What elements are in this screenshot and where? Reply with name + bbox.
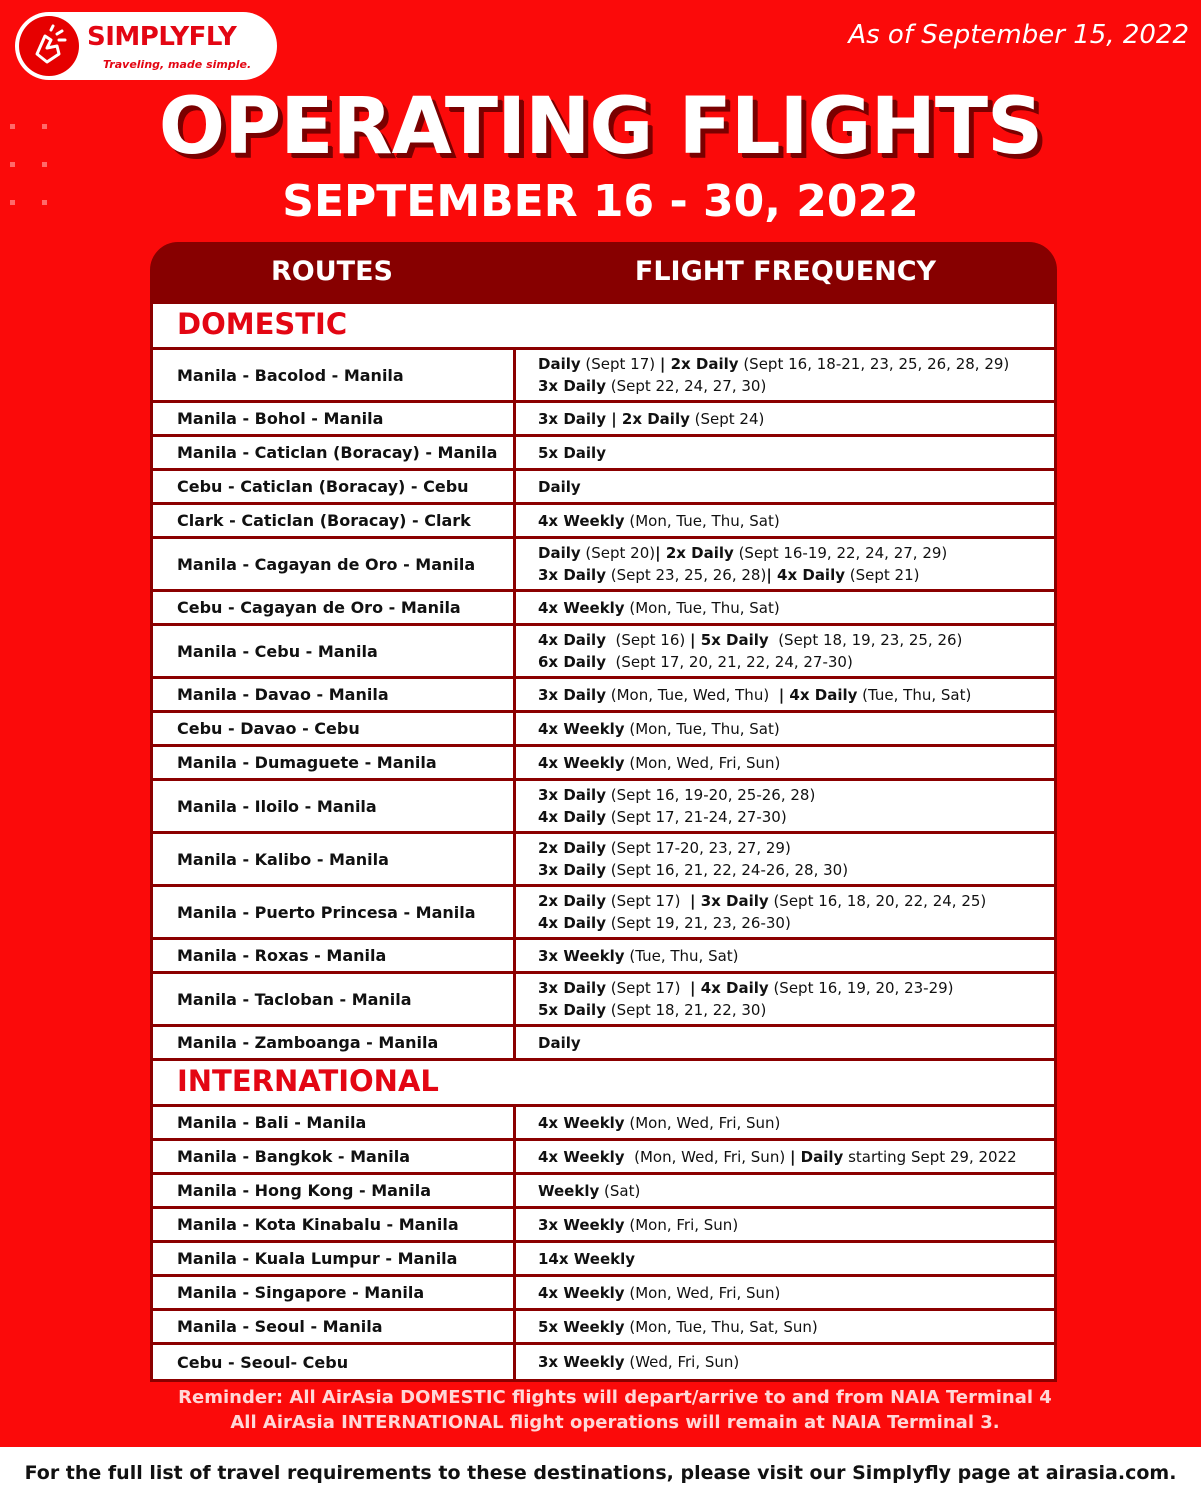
table-row [153,940,1054,974]
frequency-dates: (Sept 17, 21-24, 27-30) [605,808,787,826]
route-cell: Manila - Bohol - Manila [153,403,516,434]
table-row [153,626,1054,679]
frequency-column-header: FLIGHT FREQUENCY [634,256,937,287]
international-label: INTERNATIONAL [177,1064,439,1098]
frequency-count: Daily [538,1033,581,1052]
brand-name: SIMPLYFLY [87,22,237,52]
frequency-cell [516,834,1054,884]
frequency-count: 3x Daily [538,861,606,879]
domestic-label: DOMESTIC [177,307,348,341]
route-cell: Manila - Seoul - Manila [153,1311,516,1342]
frequency-line [538,784,1054,806]
table-row [153,1345,1054,1379]
route-cell: Cebu - Cagayan de Oro - Manila [153,592,516,623]
route-cell: Manila - Bacolod - Manila [153,350,516,400]
frequency-count: | 4x Daily [778,685,858,704]
table-header [150,242,1057,304]
frequency-line [538,375,1054,397]
table-row [153,1243,1054,1277]
frequency-cell [516,781,1054,831]
route-cell: Manila - Kuala Lumpur - Manila [153,1243,516,1274]
frequency-count: 6x Daily [538,653,606,671]
frequency-line [538,806,1054,828]
frequency-dates: (Tue, Thu, Sat) [857,685,972,704]
route-cell: Manila - Cagayan de Oro - Manila [153,539,516,589]
frequency-count: 4x Weekly [538,719,625,738]
route-cell: Cebu - Davao - Cebu [153,713,516,744]
frequency-line [538,859,1054,881]
frequency-line [538,1351,1054,1373]
frequency-count: 3x Daily [538,377,606,395]
frequency-dates: (Sat) [599,1181,641,1200]
frequency-count: | 4x Daily [690,979,769,997]
frequency-cell [516,887,1054,937]
frequency-cell [516,713,1054,744]
frequency-dates: (Sept 18, 21, 22, 30) [605,1001,767,1019]
route-cell: Manila - Bali - Manila [153,1107,516,1138]
frequency-line [538,597,1054,619]
table-row [153,781,1054,834]
frequency-line [538,1146,1054,1168]
route-cell: Manila - Singapore - Manila [153,1277,516,1308]
frequency-dates: (Mon, Tue, Thu, Sat) [624,719,780,738]
frequency-dates: (Sept 16, 19-20, 25-26, 28) [605,786,816,804]
frequency-cell [516,1175,1054,1206]
frequency-cell [516,1141,1054,1172]
frequency-count: 4x Weekly [538,1283,625,1302]
frequency-cell [516,505,1054,536]
domestic-rows [153,350,1054,1061]
frequency-count: 3x Daily [538,786,606,804]
frequency-cell [516,403,1054,434]
frequency-count: | 2x Daily [659,355,739,373]
frequency-line [538,718,1054,740]
table-row [153,350,1054,403]
frequency-cell [516,974,1054,1024]
frequency-dates: (Sept 17, 20, 21, 22, 24, 27-30) [605,653,853,671]
route-cell: Manila - Cebu - Manila [153,626,516,676]
route-cell: Manila - Caticlan (Boracay) - Manila [153,437,516,468]
frequency-dates: (Sept 19, 21, 23, 26-30) [605,914,791,932]
frequency-count: 3x Daily [538,979,606,997]
flights-table [150,242,1057,1382]
route-cell: Manila - Puerto Princesa - Manila [153,887,516,937]
brand-tagline: Traveling, made simple. [103,58,252,71]
page-title: OPERATING FLIGHTS [158,82,1043,172]
routes-column-header: ROUTES [271,256,393,287]
frequency-count: 3x Daily [538,685,606,704]
frequency-dates: (Mon, Tue, Thu, Sat, Sun) [624,1317,818,1336]
frequency-line [538,1112,1054,1134]
table-row [153,887,1054,940]
frequency-line [538,476,1054,498]
frequency-dates: (Sept 24) [689,409,765,428]
route-cell: Cebu - Caticlan (Boracay) - Cebu [153,471,516,502]
table-row [153,974,1054,1027]
frequency-line [538,684,1054,706]
frequency-dates: starting Sept 29, 2022 [843,1147,1017,1166]
frequency-count: Daily [538,477,581,496]
frequency-cell [516,1277,1054,1308]
frequency-line [538,353,1054,375]
hand-snap-icon [19,16,79,76]
frequency-line [538,1180,1054,1202]
frequency-cell [516,940,1054,971]
table-row [153,834,1054,887]
frequency-count: 4x Weekly [538,1113,625,1132]
table-row [153,592,1054,626]
reminder-note [0,1385,1201,1435]
route-cell: Manila - Iloilo - Manila [153,781,516,831]
table-row [153,505,1054,539]
frequency-count: 4x Weekly [538,598,625,617]
frequency-dates: (Sept 17-20, 23, 27, 29) [605,839,791,857]
table-row [153,1107,1054,1141]
frequency-cell [516,626,1054,676]
as-of-date: As of September 15, 2022 [848,20,1189,50]
table-row [153,539,1054,592]
frequency-dates: (Sept 23, 25, 26, 28) [605,566,767,584]
frequency-line [538,912,1054,934]
frequency-count: | 4x Daily [766,566,845,584]
frequency-dates: (Sept 16-19, 22, 24, 27, 29) [733,544,948,562]
frequency-count: 4x Weekly [538,511,625,530]
frequency-line [538,977,1054,999]
frequency-cell [516,747,1054,778]
frequency-count: 4x Daily [538,914,606,932]
frequency-count: 14x Weekly [538,1249,636,1268]
frequency-dates: (Sept 17) [580,355,660,373]
frequency-dates: (Tue, Thu, Sat) [624,946,739,965]
frequency-count: | 2x Daily [655,544,734,562]
frequency-line [538,651,1054,673]
frequency-count: 3x Weekly [538,946,625,965]
table-row [153,437,1054,471]
frequency-line [538,1214,1054,1236]
frequency-dates: (Sept 16, 18-21, 23, 25, 26, 28, 29) [738,355,1010,373]
frequency-count: 5x Daily [538,1001,606,1019]
frequency-line [538,752,1054,774]
table-row [153,471,1054,505]
frequency-dates: (Sept 16, 18, 20, 22, 24, 25) [768,892,987,910]
frequency-cell [516,1027,1054,1058]
frequency-dates: (Mon, Tue, Thu, Sat) [624,598,780,617]
frequency-count: Daily [538,544,581,562]
frequency-dates: (Mon, Wed, Fri, Sun) [624,753,781,772]
table-row [153,679,1054,713]
frequency-dates: (Sept 22, 24, 27, 30) [605,377,767,395]
frequency-line [538,510,1054,532]
frequency-dates: (Sept 16, 21, 22, 24-26, 28, 30) [605,861,849,879]
table-row [153,1141,1054,1175]
frequency-cell [516,1311,1054,1342]
route-cell: Manila - Zamboanga - Manila [153,1027,516,1058]
frequency-dates: (Sept 20) [580,544,656,562]
frequency-line [538,945,1054,967]
simplyfly-logo[interactable] [15,12,277,80]
frequency-dates: (Mon, Fri, Sun) [624,1215,739,1234]
frequency-count: 4x Weekly [538,753,625,772]
frequency-dates: (Sept 18, 19, 23, 25, 26) [768,631,963,649]
frequency-dates: (Wed, Fri, Sun) [624,1353,740,1371]
route-cell: Clark - Caticlan (Boracay) - Clark [153,505,516,536]
frequency-line [538,564,1054,586]
table-row [153,403,1054,437]
table-row [153,1027,1054,1061]
frequency-line [538,629,1054,651]
frequency-count: | Daily [789,1147,844,1166]
domestic-section-header [153,304,1054,350]
frequency-dates: (Mon, Wed, Fri, Sun) [624,1283,781,1302]
page-subtitle: SEPTEMBER 16 - 30, 2022 [282,176,919,227]
table-row [153,713,1054,747]
frequency-line [538,1032,1054,1054]
frequency-dates: (Mon, Wed, Fri, Sun) [624,1113,781,1132]
frequency-count: 4x Weekly [538,1147,625,1166]
frequency-cell [516,539,1054,589]
frequency-line [538,542,1054,564]
frequency-line [538,999,1054,1021]
frequency-line [538,1282,1054,1304]
frequency-count: 3x Weekly [538,1353,625,1371]
frequency-count: 2x Daily [538,839,606,857]
frequency-dates: (Mon, Tue, Thu, Sat) [624,511,780,530]
frequency-count: Weekly [538,1181,600,1200]
frequency-cell [516,679,1054,710]
route-cell: Manila - Kalibo - Manila [153,834,516,884]
frequency-line [538,837,1054,859]
table-body [150,304,1057,1382]
frequency-line [538,408,1054,430]
frequency-count: | 5x Daily [690,631,769,649]
frequency-dates: (Sept 16, 19, 20, 23-29) [768,979,954,997]
table-row [153,1311,1054,1345]
frequency-line [538,1316,1054,1338]
reminder-line-domestic: Reminder: All AirAsia DOMESTIC flights will depart/arrive to and from NAIA Terminal 4 [178,1387,1052,1408]
frequency-line [538,442,1054,464]
frequency-count: | 3x Daily [690,892,769,910]
route-cell: Manila - Hong Kong - Manila [153,1175,516,1206]
route-cell: Manila - Bangkok - Manila [153,1141,516,1172]
frequency-dates: (Mon, Tue, Wed, Thu) [605,685,779,704]
frequency-dates: (Sept 17) [605,979,690,997]
table-row [153,1209,1054,1243]
frequency-count: 5x Weekly [538,1317,625,1336]
frequency-count: 3x Daily | 2x Daily [538,409,690,428]
frequency-cell [516,350,1054,400]
route-cell: Manila - Kota Kinabalu - Manila [153,1209,516,1240]
route-cell: Manila - Dumaguete - Manila [153,747,516,778]
route-cell: Cebu - Seoul- Cebu [153,1345,516,1379]
route-cell: Manila - Tacloban - Manila [153,974,516,1024]
frequency-cell [516,437,1054,468]
frequency-cell [516,471,1054,502]
frequency-line [538,1248,1054,1270]
route-cell: Manila - Roxas - Manila [153,940,516,971]
frequency-dates: (Mon, Wed, Fri, Sun) [624,1147,790,1166]
table-row [153,1277,1054,1311]
frequency-count: 3x Weekly [538,1215,625,1234]
frequency-cell [516,1243,1054,1274]
international-section-header [153,1061,1054,1107]
footer-note: For the full list of travel requirements to these destinations, please visit our Simplyfly page at airasia.com. [0,1447,1201,1500]
frequency-count: Daily [538,355,581,373]
frequency-count: 4x Daily [538,808,606,826]
table-row [153,747,1054,781]
frequency-cell [516,1209,1054,1240]
frequency-dates: (Sept 17) [605,892,690,910]
frequency-line [538,890,1054,912]
frequency-count: 2x Daily [538,892,606,910]
frequency-count: 3x Daily [538,566,606,584]
frequency-cell [516,1345,1054,1379]
frequency-count: 4x Daily [538,631,606,649]
frequency-dates: (Sept 16) [605,631,690,649]
route-cell: Manila - Davao - Manila [153,679,516,710]
reminder-line-international: All AirAsia INTERNATIONAL flight operations will remain at NAIA Terminal 3. [230,1412,1000,1433]
frequency-dates: (Sept 21) [845,566,920,584]
frequency-cell [516,1107,1054,1138]
frequency-cell [516,592,1054,623]
table-row [153,1175,1054,1209]
frequency-count: 5x Daily [538,443,606,462]
international-rows [153,1107,1054,1379]
